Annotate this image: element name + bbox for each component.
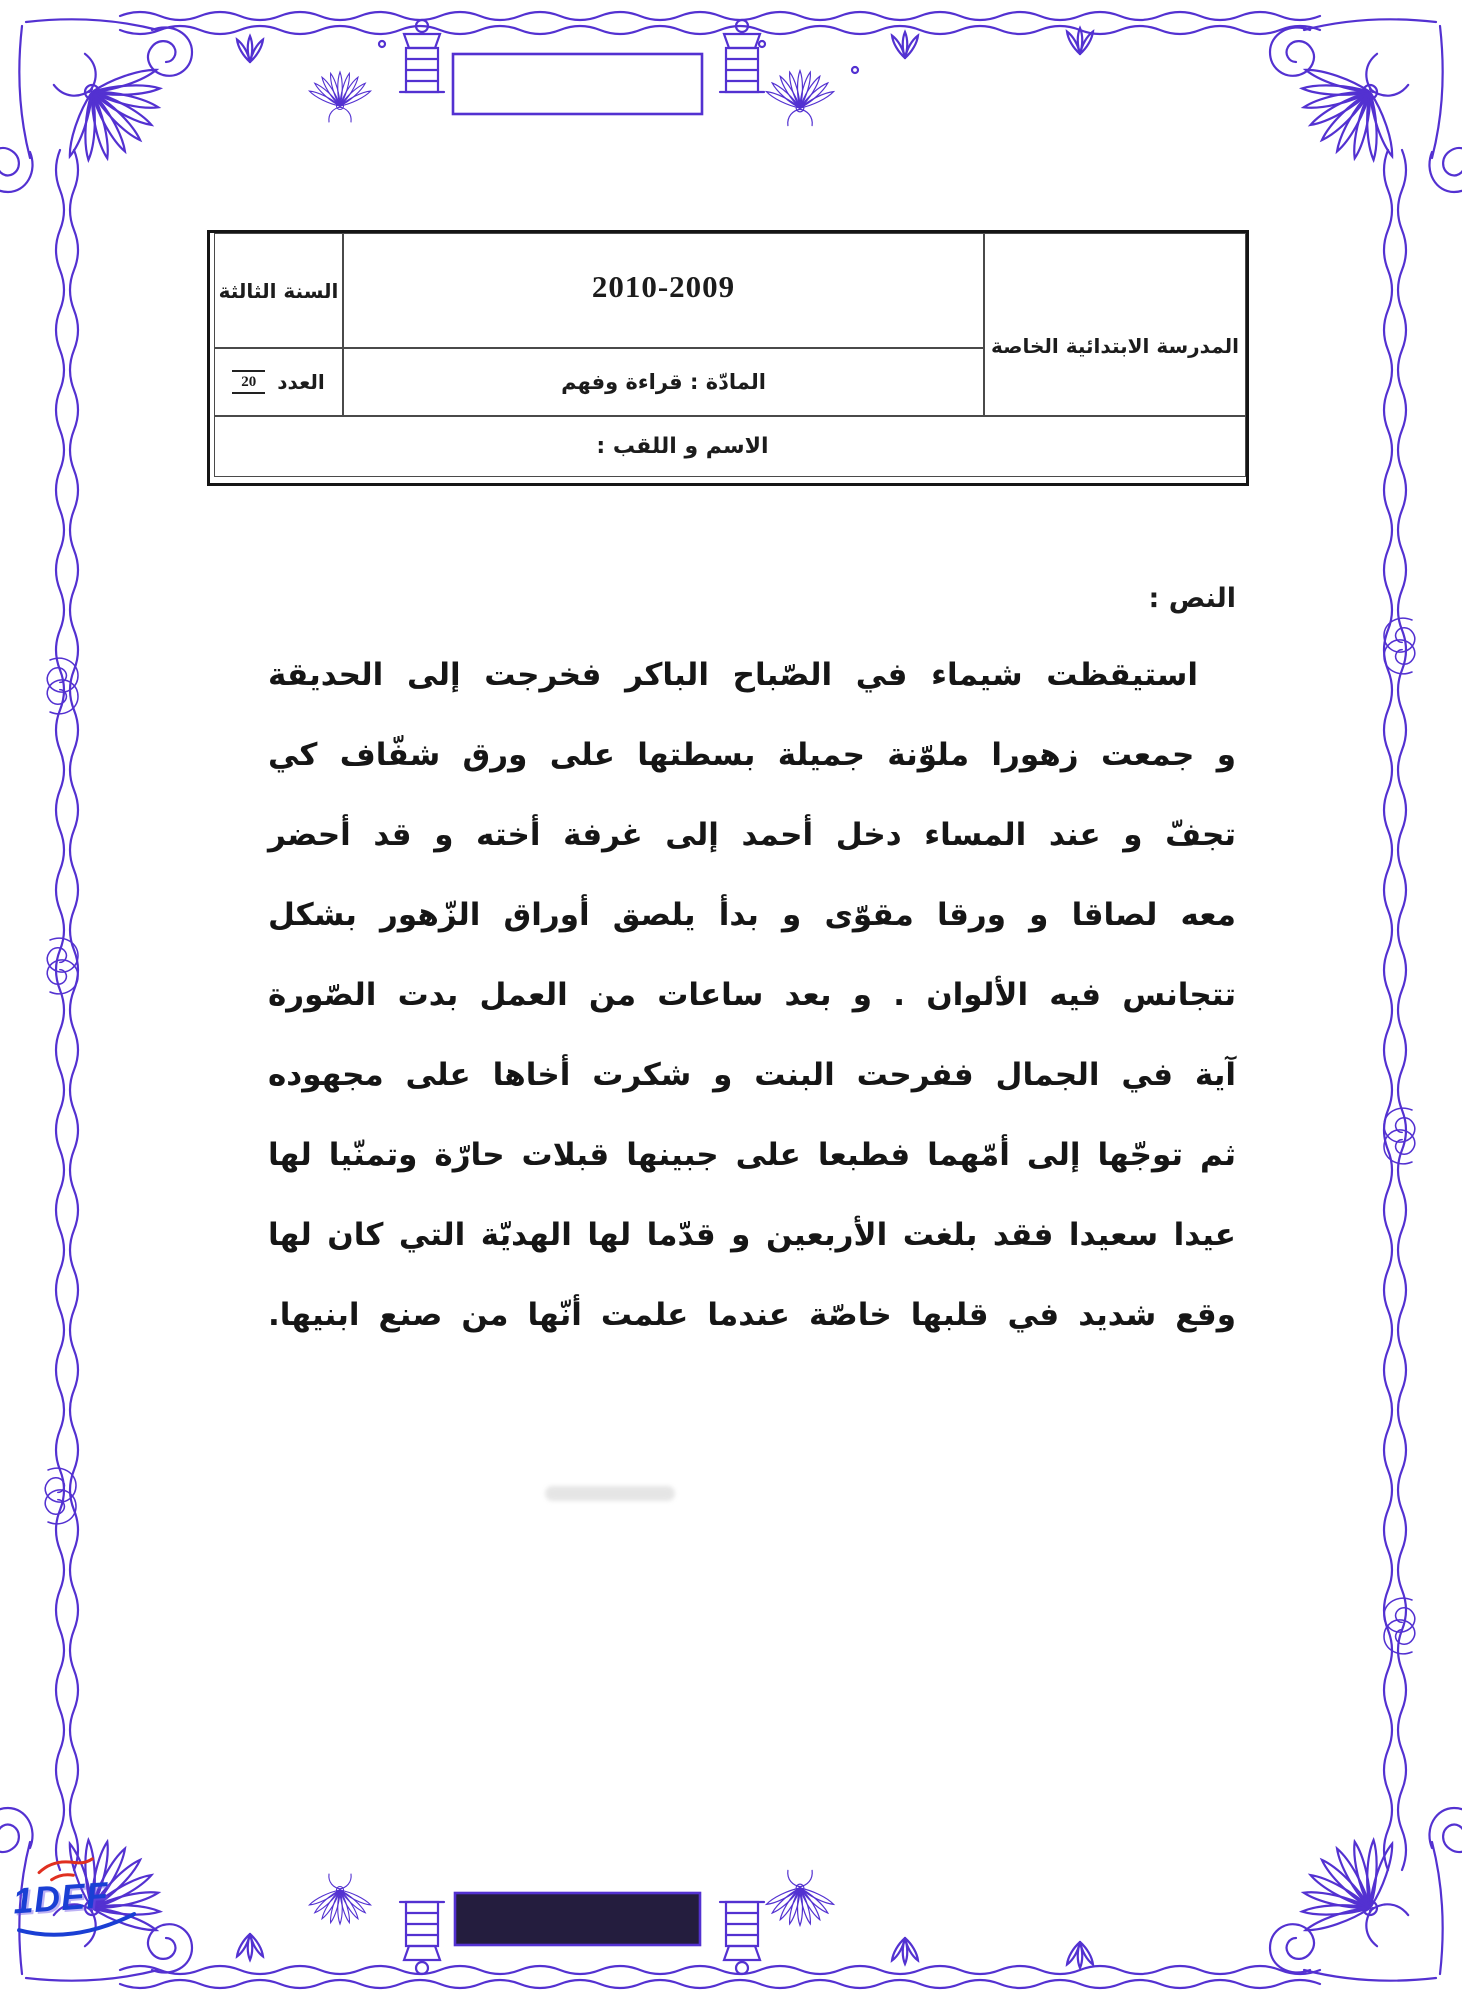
top-cartouche	[453, 54, 702, 114]
school-year-cell	[343, 233, 984, 348]
school-name: المدرسة الابتدائية الخاصة	[991, 333, 1239, 358]
student-name-label: الاسم و اللقب :	[596, 434, 769, 459]
corner-ornament-top-right	[1270, 19, 1462, 192]
passage-line: و جمعت زهورا ملوّنة جميلة بسطتها على ورق شفّاف كي	[268, 737, 1236, 773]
mark-label: العدد	[277, 370, 325, 394]
bottom-cartouche	[455, 1893, 700, 1945]
passage-line: تجفّ و عند المساء دخل أحمد إلى غرفة أخته و قد أحضر	[268, 817, 1236, 853]
reading-passage	[268, 583, 1236, 1355]
grade-level-cell	[214, 233, 343, 348]
passage-line: ثم توجّها إلى أمّهما فطبعا على جبينها قبلات حارّة وتمنّيا لها	[268, 1137, 1236, 1173]
corner-ornament-bottom-right	[1270, 1808, 1462, 1981]
student-name-row	[214, 416, 1246, 477]
school-year: 2010-2009	[591, 268, 736, 304]
mark-cell	[214, 348, 343, 416]
passage-line: عيدا سعيدا فقد بلغت الأربعين و قدّما لها الهديّة التي كان لها	[268, 1217, 1236, 1253]
subject-cell	[343, 348, 984, 416]
passage-line: معه لصاقا و ورقا مقوّى و بدأ يلصق أوراق الزّهور بشكل	[268, 897, 1236, 933]
site-logo	[4, 1843, 153, 1982]
passage-line: آية في الجمال ففرحت البنت و شكرت أخاها على مجهوده	[268, 1057, 1236, 1093]
scan-smudge	[545, 1486, 675, 1501]
header-table	[207, 230, 1249, 486]
passage-line: استيقظت شيماء في الصّباح الباكر فخرجت إلى الحديقة	[268, 657, 1198, 693]
corner-ornament-top-left	[0, 19, 192, 192]
logo-text: 1DEF	[11, 1873, 111, 1922]
passage-line: وقع شديد في قلبها خاصّة عندما علمت أنّها من صنع ابنيها.	[268, 1297, 1236, 1333]
mark-fraction: 20	[232, 370, 265, 394]
passage-heading: النص :	[1148, 583, 1236, 614]
grade-level: السنة الثالثة	[218, 278, 339, 303]
school-name-cell	[984, 233, 1246, 416]
subject-label: المادّة : قراءة وفهم	[561, 370, 766, 394]
passage-line: تتجانس فيه الألوان . و بعد ساعات من العمل بدت الصّورة	[268, 977, 1236, 1013]
